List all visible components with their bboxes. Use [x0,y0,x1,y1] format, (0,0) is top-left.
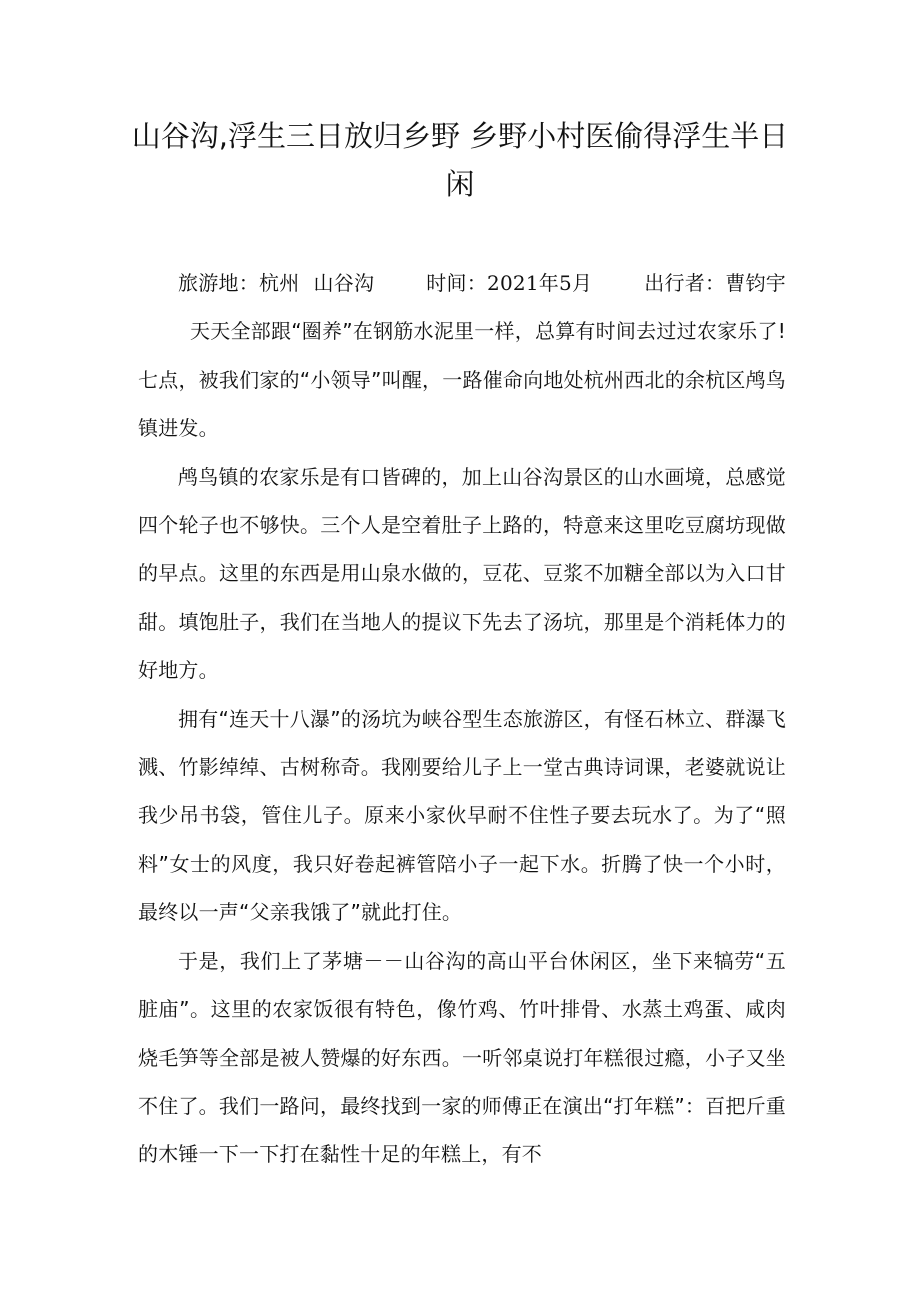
paragraph-2: 鸬鸟镇的农家乐是有口皆碑的，加上山谷沟景区的山水画境，总感觉四个轮子也不够快。三个人是空着肚子上路的，特意来这里吃豆腐坊现做的早点。这里的东西是用山泉水做的，豆花、豆浆不加糖全部以为入口甘甜。填饱肚子，我们在当地人的提议下先去了汤坑，那里是个消耗体力的好地方。 [138,464,786,683]
document-title: 山谷沟,浮生三日放归乡野 乡野小村医偷得浮生半日闲 [131,119,789,201]
document-body [138,259,786,1179]
destination-place: 山谷沟 [313,271,375,295]
paragraph-4: 于是，我们上了茅塘－－山谷沟的高山平台休闲区，坐下来犒劳“五脏庙”。这里的农家饭很有特色，像竹鸡、竹叶排骨、水蒸土鸡蛋、咸肉烧毛笋等全部是被人赞爆的好东西。一听邻桌说打年糕很过瘾，小子又坐不住了。我们一路问，最终找到一家的师傅正在演出“打年糕”：百把斤重的木锤一下一下打在黏性十足的年糕上，有不 [138,948,786,1167]
traveler-label: 出行者： [644,271,726,295]
meta-paragraph [138,259,786,453]
time-value: 2021年5月 [487,271,593,295]
paragraph-1: 天天全部跟“圈养”在钢筋水泥里一样，总算有时间去过过农家乐了!七点，被我们家的“小领导”叫醒，一路催命向地处杭州西北的余杭区鸬鸟镇进发。 [138,319,786,441]
traveler-name: 曹钧宇 [725,271,786,295]
destination-label: 旅游地： [178,271,259,295]
time-label: 时间： [426,271,488,295]
paragraph-3: 拥有“连天十八瀑”的汤坑为峡谷型生态旅游区，有怪石林立、群瀑飞溅、竹影绰绰、古树称奇。我刚要给儿子上一堂古典诗词课，老婆就说让我少吊书袋，管住儿子。原来小家伙早耐不住性子要去玩水了。为了“照料”女士的风度，我只好卷起裤管陪小子一起下水。折腾了快一个小时，最终以一声“父亲我饿了”就此打住。 [138,706,786,925]
destination-city: 杭州 [258,271,300,295]
